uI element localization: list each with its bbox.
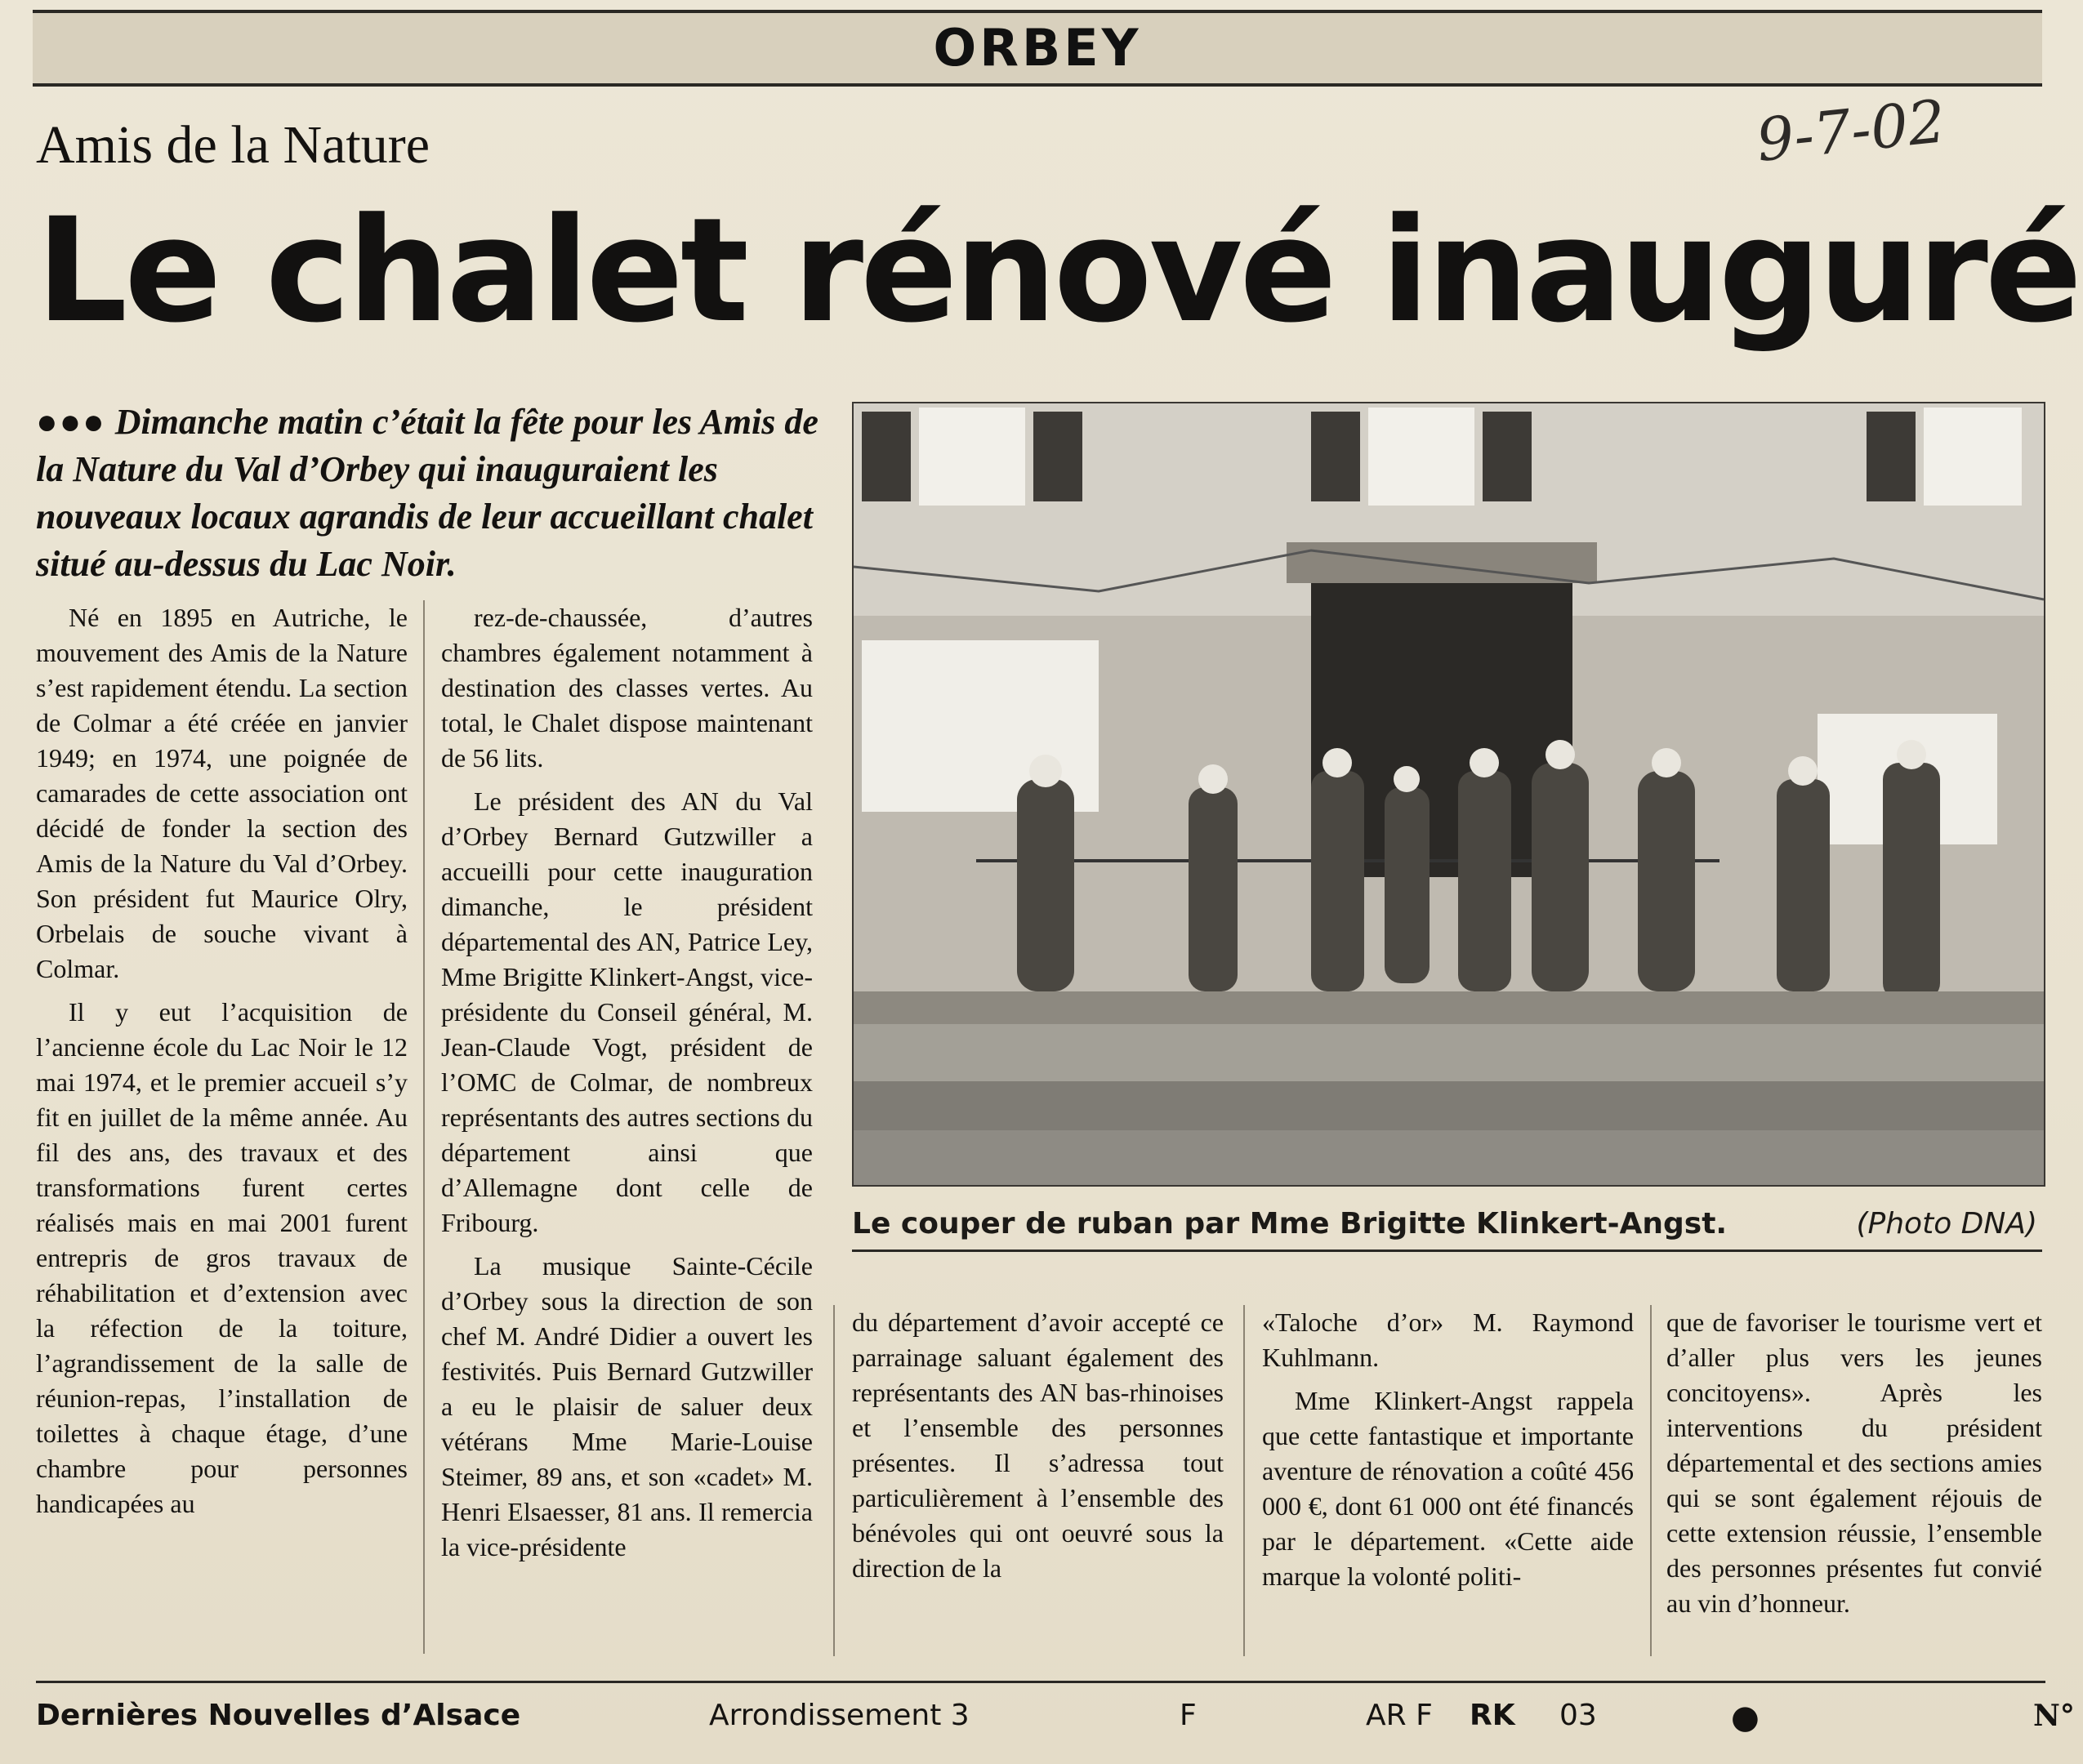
text-column-4 (1262, 1305, 1634, 1602)
article-photo (852, 402, 2045, 1187)
page-number: 03 (1559, 1699, 1597, 1732)
article-headline: Le chalet rénové inauguré (36, 187, 2080, 354)
section-header-bar (33, 10, 2042, 87)
edition-code: AR F (1366, 1699, 1433, 1732)
page-footer (36, 1692, 2075, 1741)
article-lede (36, 399, 820, 588)
text-column-3 (852, 1305, 1224, 1594)
edition-letter: F (1180, 1699, 1197, 1732)
lede-text: Dimanche matin c’était la fête pour les Amis de la Nature du Val d’Orbey qui inauguraient les nouveaux locaux agrandis de leur accueillant chalet situé au-dessus du Lac Noir. (36, 402, 818, 584)
text-column-2 (441, 600, 813, 1573)
caption-rule (852, 1250, 2042, 1252)
arrondissement: Arrondissement 3 (709, 1699, 970, 1732)
section-name: ORBEY (933, 18, 1142, 78)
lede-bullets: ●●● (36, 402, 106, 442)
photo-illustration (854, 403, 2044, 1185)
paragraph: Né en 1895 en Autriche, le mouvement des Amis de la Nature s’est rapidement étendu. La section de Colmar a été créée en janvier 1949; en 1974, une poignée de camarades de cette association ont décidé de fonder la section des Amis de la Nature du Val d’Orbey. Son président fut Maurice Olry, Orbelais de souche vivant à Colmar. (36, 603, 408, 983)
paragraph: rez-de-chaussée, d’autres chambres également notamment à destination des classes vertes. Au total, le Chalet dispose maintenant de 56 lits. (441, 603, 813, 773)
registration-dot-icon: ● (1731, 1699, 1760, 1736)
newspaper-name: Dernières Nouvelles d’Alsace (36, 1699, 521, 1732)
rk-code: RK (1470, 1699, 1515, 1732)
column-rule (423, 600, 425, 1654)
photo-credit: (Photo DNA) (1856, 1207, 2037, 1241)
paragraph: du département d’avoir accepté ce parrainage saluant également des représentants des AN bas-rhinoises et l’ensemble des personnes présentes. Il s’adressa tout particulièrement à l’ensemble des bénévoles qui ont oeuvré sous la direction de la (852, 1307, 1224, 1583)
column-rule (833, 1305, 835, 1656)
paragraph: Le président des AN du Val d’Orbey Bernard Gutzwiller a accueilli pour cette inauguration dimanche, le président départemental des AN, Patrice Ley, Mme Brigitte Klinkert-Angst, vice-présidente du Conseil général, M. Jean-Claude Vogt, président de l’OMC de Colmar, de nombreux représentants des autres sections du département ainsi que d’Allemagne dont celle de Fribourg. (441, 786, 814, 1237)
paragraph: Il y eut l’acquisition de l’ancienne école du Lac Noir le 12 mai 1974, et le premier accueil s’y fit en juillet de la même année. Au fil des ans, des travaux et des transformations furent certes réalisés mais en mai 2001 furent entrepris de gros travaux de réhabilitation et d’extension avec la réfection de la toiture, l’agrandissement de la salle de réunion-repas, l’installation de toilettes à chaque étage, d’une chambre pour personnes handicapées au (36, 997, 408, 1518)
article-kicker: Amis de la Nature (36, 115, 430, 175)
caption-text: Le couper de ruban par Mme Brigitte Klinkert-Angst. (852, 1207, 1728, 1241)
paragraph: «Taloche d’or» M. Raymond Kuhlmann. (1262, 1307, 1634, 1372)
photo-caption (852, 1207, 2042, 1241)
column-rule (1243, 1305, 1245, 1656)
text-column-1 (36, 600, 408, 1530)
paragraph: La musique Sainte-Cécile d’Orbey sous la direction de son chef M. André Didier a ouvert les festivités. Puis Bernard Gutzwiller a eu le plaisir de saluer deux vétérans Mme Marie-Louise Steimer, 89 ans, et son «cadet» M. Henri Elsaesser, 81 ans. Il remercia la vice-présidente (441, 1251, 813, 1561)
number-label: N° (2033, 1699, 2075, 1733)
adjacent-column-bleed (0, 49, 33, 621)
paragraph: Mme Klinkert-Angst rappela que cette fantastique et importante aventure de rénovation a coûté 456 000 €, dont 61 000 ont été financés par le département. «Cette aide marque la volonté politi- (1262, 1386, 1634, 1591)
column-rule (1650, 1305, 1652, 1656)
paragraph: que de favoriser le tourisme vert et d’aller plus vers les jeunes concitoyens». Après les interventions du président départemental et des sections amies qui se sont également réjouis de cette extension réussie, l’ensemble des personnes présentes fut convié au vin d’honneur. (1666, 1307, 2042, 1618)
text-column-5 (1666, 1305, 2042, 1629)
handwritten-date: 9-7-02 (1753, 87, 1949, 175)
footer-rule (36, 1681, 2045, 1683)
